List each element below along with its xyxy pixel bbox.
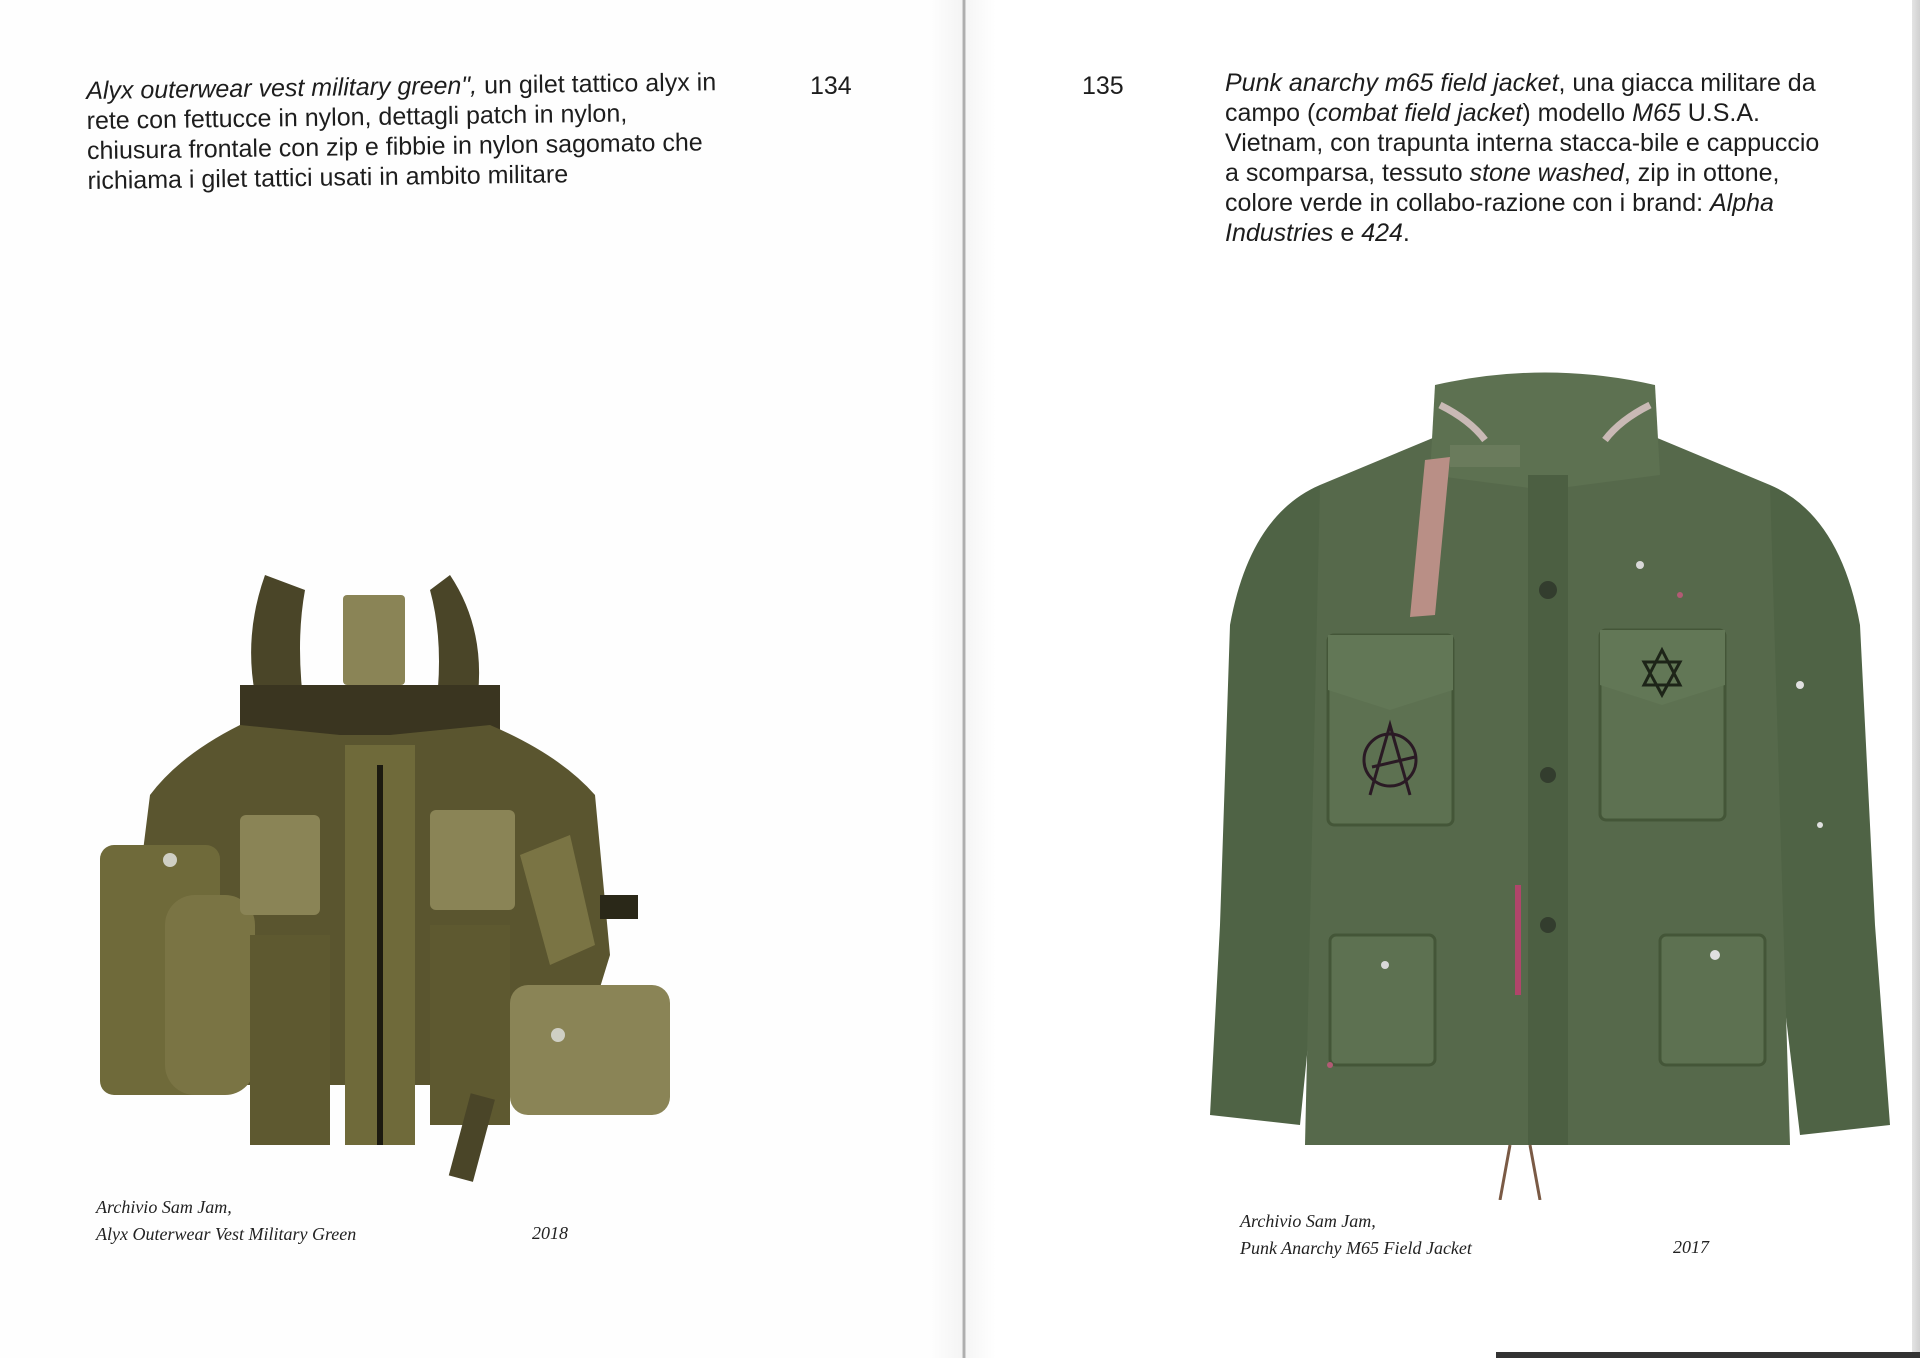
left-description — [86, 67, 728, 196]
right-description-italic-2: combat field jacket — [1315, 99, 1523, 127]
vest-left-lower-panel — [250, 935, 330, 1145]
vest-top-patch — [343, 595, 405, 685]
page-edge-bottom — [1496, 1352, 1920, 1358]
left-caption-line2: Alyx Outerwear Vest Military Green — [96, 1224, 357, 1244]
right-description-text-3: U.S.A. Vietnam, con trapunta interna stacca-bile e cappuccio a scomparsa, tessuto — [1225, 99, 1820, 187]
jacket-collar — [1430, 373, 1660, 491]
right-description-text-4: , zip in ottone, colore verde in collabo-razione con i brand: — [1225, 159, 1780, 217]
right-description-text-2: ) modello — [1522, 99, 1633, 127]
jacket-drawstring — [1500, 1145, 1540, 1200]
jacket-pink-stripe — [1515, 885, 1521, 995]
page-edge-right — [1912, 0, 1920, 1358]
jacket-paint-splatter — [1796, 681, 1804, 689]
jacket-paint-splatter — [1327, 1062, 1333, 1068]
vest-right-chest-pocket — [430, 810, 515, 910]
right-description-text-1: , una giacca militare da campo ( — [1225, 69, 1816, 127]
right-description-title: Punk anarchy m65 field jacket — [1225, 69, 1559, 97]
gutter-shadow-left — [930, 0, 962, 1358]
jacket-button-1 — [1539, 581, 1557, 599]
vest-snap-button — [551, 1028, 565, 1042]
left-description-title: Alyx outerwear vest military green", — [86, 71, 478, 105]
vest-right-panel — [430, 925, 510, 1125]
right-caption-year: 2017 — [1673, 1237, 1709, 1257]
right-caption — [1240, 1208, 1472, 1262]
right-description-text-5: e — [1333, 219, 1362, 247]
left-page-number: 134 — [810, 72, 852, 100]
left-caption — [96, 1194, 356, 1248]
right-description-text-6: . — [1402, 219, 1410, 247]
vest-left-flask-pouch — [165, 895, 255, 1095]
jacket-paint-splatter — [1636, 561, 1644, 569]
vest-photo — [90, 565, 730, 1205]
jacket-paint-splatter — [1381, 961, 1389, 969]
right-description-italic-3: M65 — [1632, 99, 1681, 127]
jacket-button-3 — [1540, 917, 1556, 933]
vest-left-chest-pocket — [240, 815, 320, 915]
vest-right-pouch — [510, 985, 670, 1115]
left-caption-year: 2018 — [532, 1223, 568, 1243]
left-caption-line1: Archivio Sam Jam, — [96, 1197, 232, 1217]
jacket-photo — [1210, 365, 1890, 1200]
right-caption-line1: Archivio Sam Jam, — [1240, 1211, 1376, 1231]
jacket-paint-splatter — [1710, 950, 1720, 960]
vest-side-buckle — [600, 895, 638, 919]
right-caption-line2: Punk Anarchy M65 Field Jacket — [1240, 1238, 1472, 1258]
left-description-text: un gilet tattico alyx in rete con fettucce in nylon, dettagli patch in nylon, chiusura frontale con zip e fibbie in nylon sagomato che richiama i gilet tattici usati in ambito militare — [86, 68, 717, 195]
jacket-paint-splatter — [1817, 822, 1823, 828]
jacket-button-2 — [1540, 767, 1556, 783]
vest-snap-button-left — [163, 853, 177, 867]
jacket-front-placket — [1528, 475, 1568, 1145]
right-description-italic-6: 424 — [1361, 219, 1403, 247]
right-description — [1225, 68, 1825, 248]
right-page-number: 135 — [1082, 72, 1124, 100]
jacket-collar-strap — [1450, 445, 1520, 467]
right-description-italic-4: stone washed — [1469, 159, 1624, 187]
jacket-left-lower-pocket — [1330, 935, 1435, 1065]
jacket-paint-splatter — [1677, 592, 1683, 598]
right-description-italic-5: Alpha Industries — [1225, 189, 1774, 247]
